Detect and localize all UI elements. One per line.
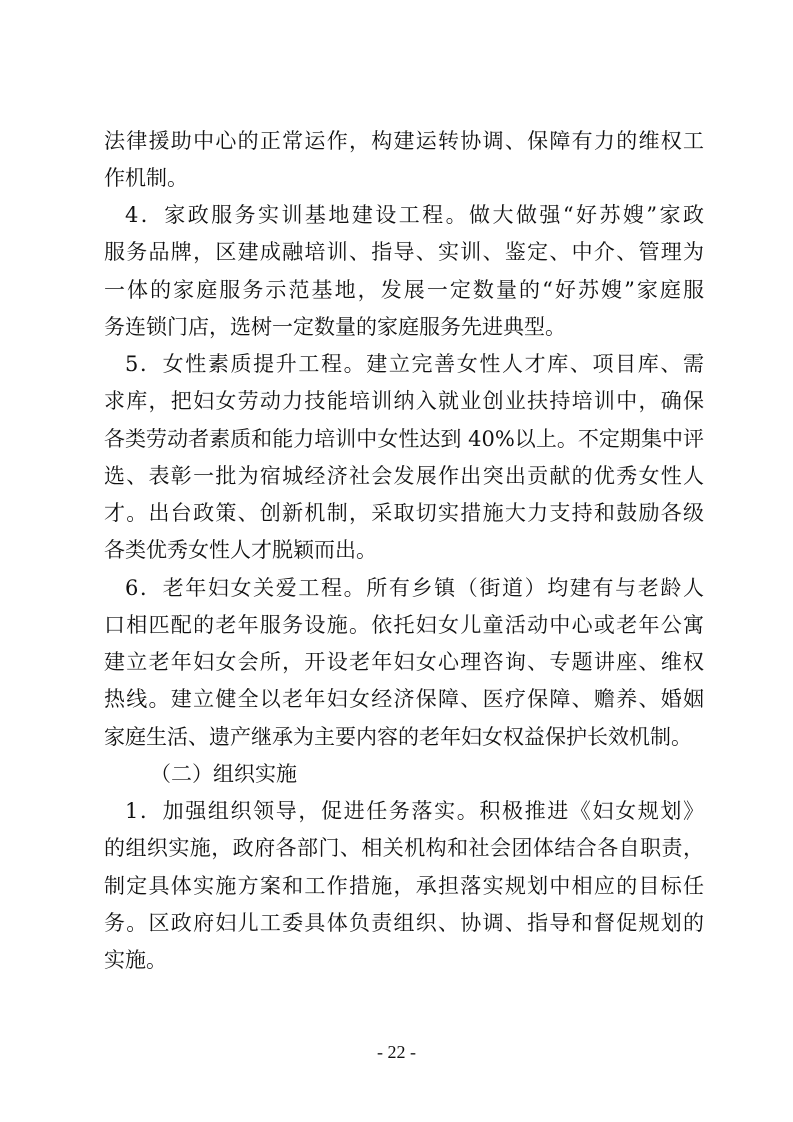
body-text-line: 作机制。 [104,166,188,190]
body-text-line: 各类优秀女性人才脱颖而出。 [104,538,377,562]
body-text-line: 才。出台政策、创新机制，采取切实措施大力支持和鼓励各级 [104,501,704,525]
body-text-line: 一体的家庭服务示范基地，发展一定数量的“好苏嫂”家庭服 [104,278,704,302]
body-text-line: 实施。 [104,948,167,972]
body-text-line: 家庭生活、遗产继承为主要内容的老年妇女权益保护长效机制。 [104,725,692,749]
body-text-line: 的组织实施，政府各部门、相关机构和社会团体结合各自职责， [104,836,704,860]
body-text-line: 务连锁门店，选树一定数量的家庭服务先进典型。 [104,315,566,339]
paragraph-first-line: 1．加强组织领导，促进任务落实。积极推进《妇女规划》 [125,799,704,823]
paragraph-first-line: 5．女性素质提升工程。建立完善女性人才库、项目库、需 [125,352,704,376]
body-text-line: 各类劳动者素质和能力培训中女性达到 40%以上。不定期集中评 [104,427,704,451]
body-text-line: 制定具体实施方案和工作措施，承担落实规划中相应的目标任 [104,874,704,898]
page-number: - 22 - [377,1042,416,1062]
section-heading: （二）组织实施 [150,762,297,786]
body-text-line: 务。区政府妇儿工委具体负责组织、协调、指导和督促规划的 [104,911,704,935]
body-text-line: 热线。建立健全以老年妇女经济保障、医疗保障、赡养、婚姻 [104,687,704,711]
body-text-line: 服务品牌，区建成融培训、指导、实训、鉴定、中介、管理为 [104,240,704,264]
body-text-line: 口相匹配的老年服务设施。依托妇女儿童活动中心或老年公寓 [104,613,704,637]
body-text-line: 法律援助中心的正常运作，构建运转协调、保障有力的维权工 [104,129,704,153]
paragraph-first-line: 4．家政服务实训基地建设工程。做大做强“好苏嫂”家政 [125,203,704,227]
body-text-line: 建立老年妇女会所，开设老年妇女心理咨询、专题讲座、维权 [104,650,704,674]
paragraph-first-line: 6．老年妇女关爱工程。所有乡镇（街道）均建有与老龄人 [125,576,704,600]
body-text-line: 选、表彰一批为宿城经济社会发展作出突出贡献的优秀女性人 [104,464,704,488]
body-text-line: 求库，把妇女劳动力技能培训纳入就业创业扶持培训中，确保 [104,389,704,413]
